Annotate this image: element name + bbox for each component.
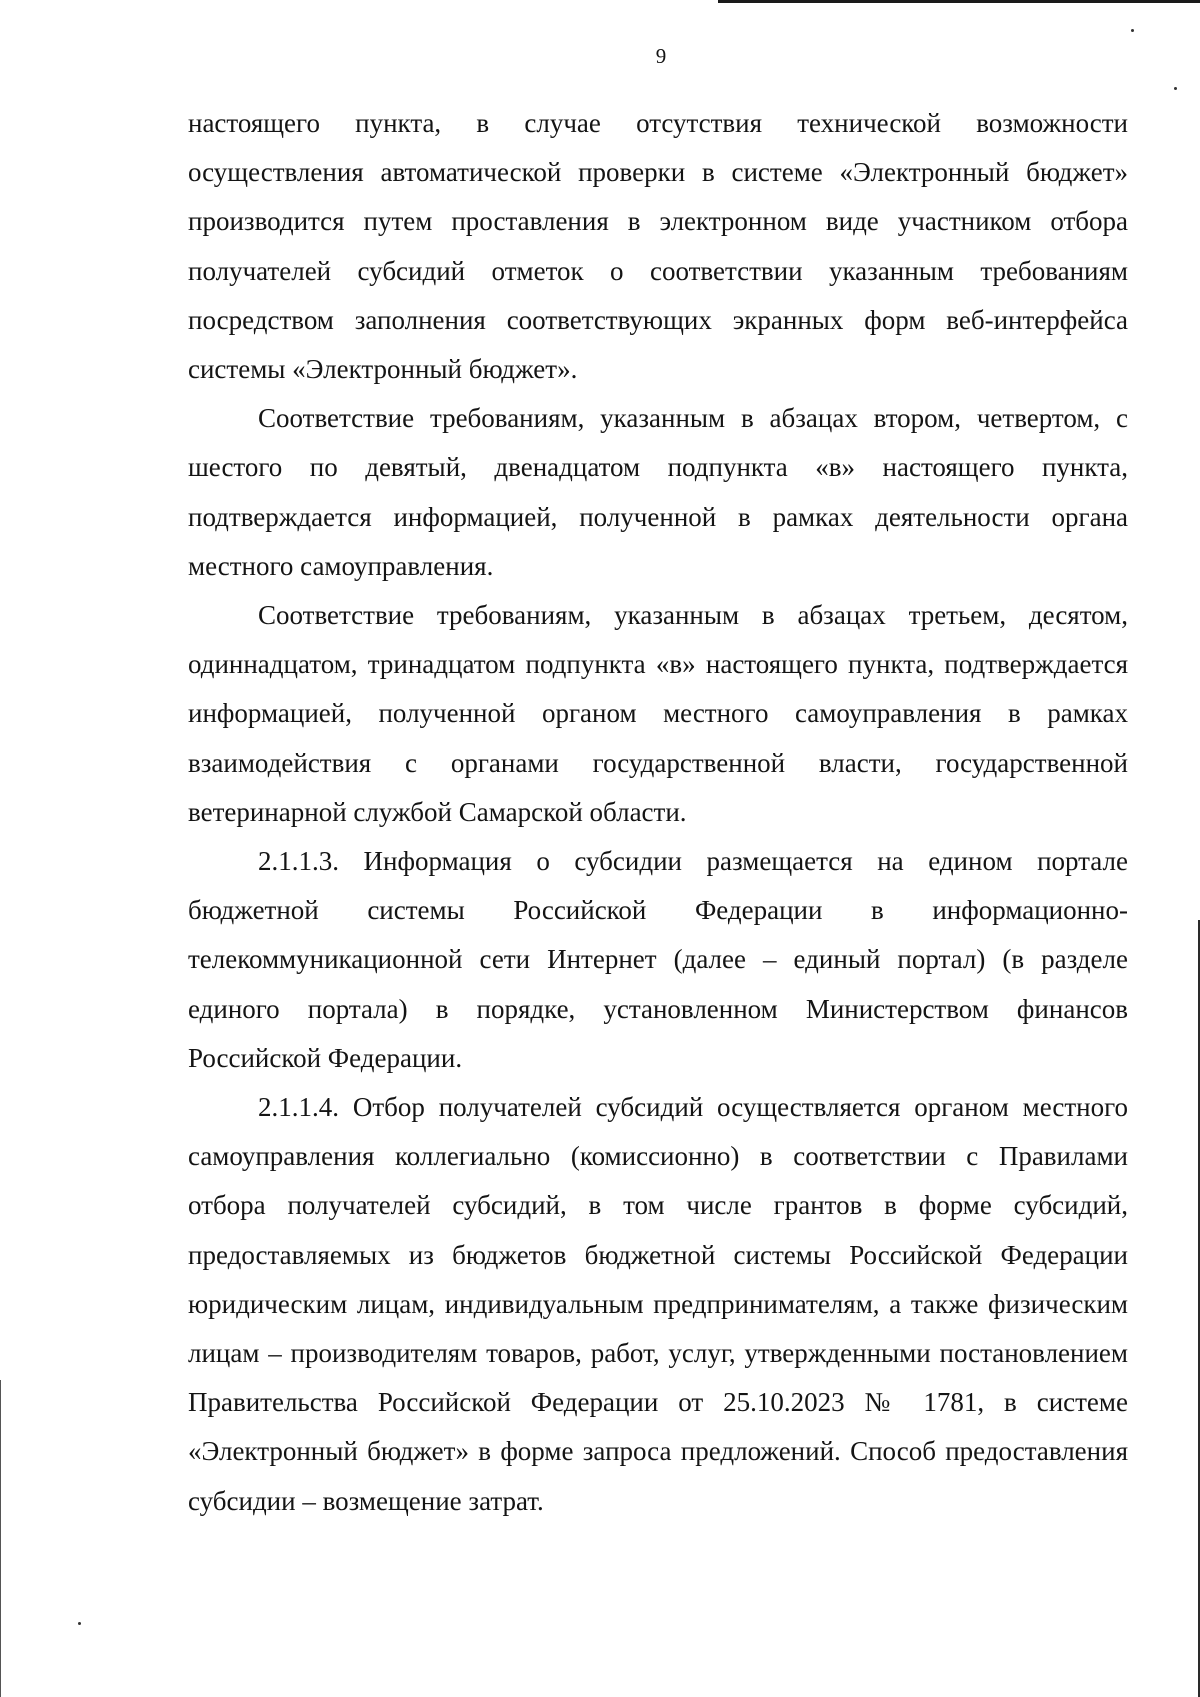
scan-speck [78, 1622, 81, 1625]
paragraph-continuation: настоящего пункта, в случае отсутствия технической возможности осуществления автоматической проверки в системе «Электронный бюджет» производится путем проставления в электронном виде участником отбора получателей субсидий отметок о соответствии указанным требованиям посредством заполнения соответствующих экранных форм веб-интерфейса системы «Электронный бюджет». [188, 108, 1128, 385]
document-body [188, 99, 1128, 1526]
scan-edge-top [718, 0, 1200, 3]
paragraph-2-1-1-3: 2.1.1.3. Информация о субсидии размещается на едином портале бюджетной системы Российской Федерации в информационно-телекоммуникационной сети Интернет (далее – единый портал) (в разделе единого портала) в порядке, установленном Министерством финансов Российской Федерации. [188, 846, 1128, 1073]
scan-speck [1131, 29, 1134, 32]
paragraph-compliance-local: Соответствие требованиям, указанным в абзацах втором, четвертом, с шестого по девятый, двенадцатом подпункта «в» настоящего пункта, подтверждается информацией, полученной в рамках деятельности органа местного самоуправления. [188, 403, 1128, 581]
paragraph-2-1-1-4: 2.1.1.4. Отбор получателей субсидий осуществляется органом местного самоуправления коллегиально (комиссионно) в соответствии с Правилами отбора получателей субсидий, в том числе грантов в форме субсидий, предоставляемых из бюджетов бюджетной системы Российской Федерации юридическим лицам, индивидуальным предпринимателям, а также физическим лицам – производителям товаров, работ, услуг, утвержденными постановлением Правительства Российской Федерации от 25.10.2023 № 1781, в системе «Электронный бюджет» в форме запроса предложений. Способ предоставления субсидии – возмещение затрат. [188, 1092, 1128, 1516]
scan-speck [1174, 87, 1177, 90]
page-number: 9 [655, 44, 667, 68]
paragraph-compliance-state: Соответствие требованиям, указанным в абзацах третьем, десятом, одиннадцатом, тринадцатом подпункта «в» настоящего пункта, подтверждается информацией, полученной органом местного самоуправления в рамках взаимодействия с органами государственной власти, государственной ветеринарной службой Самарской области. [188, 600, 1128, 827]
scan-edge-left [0, 1380, 1, 1697]
